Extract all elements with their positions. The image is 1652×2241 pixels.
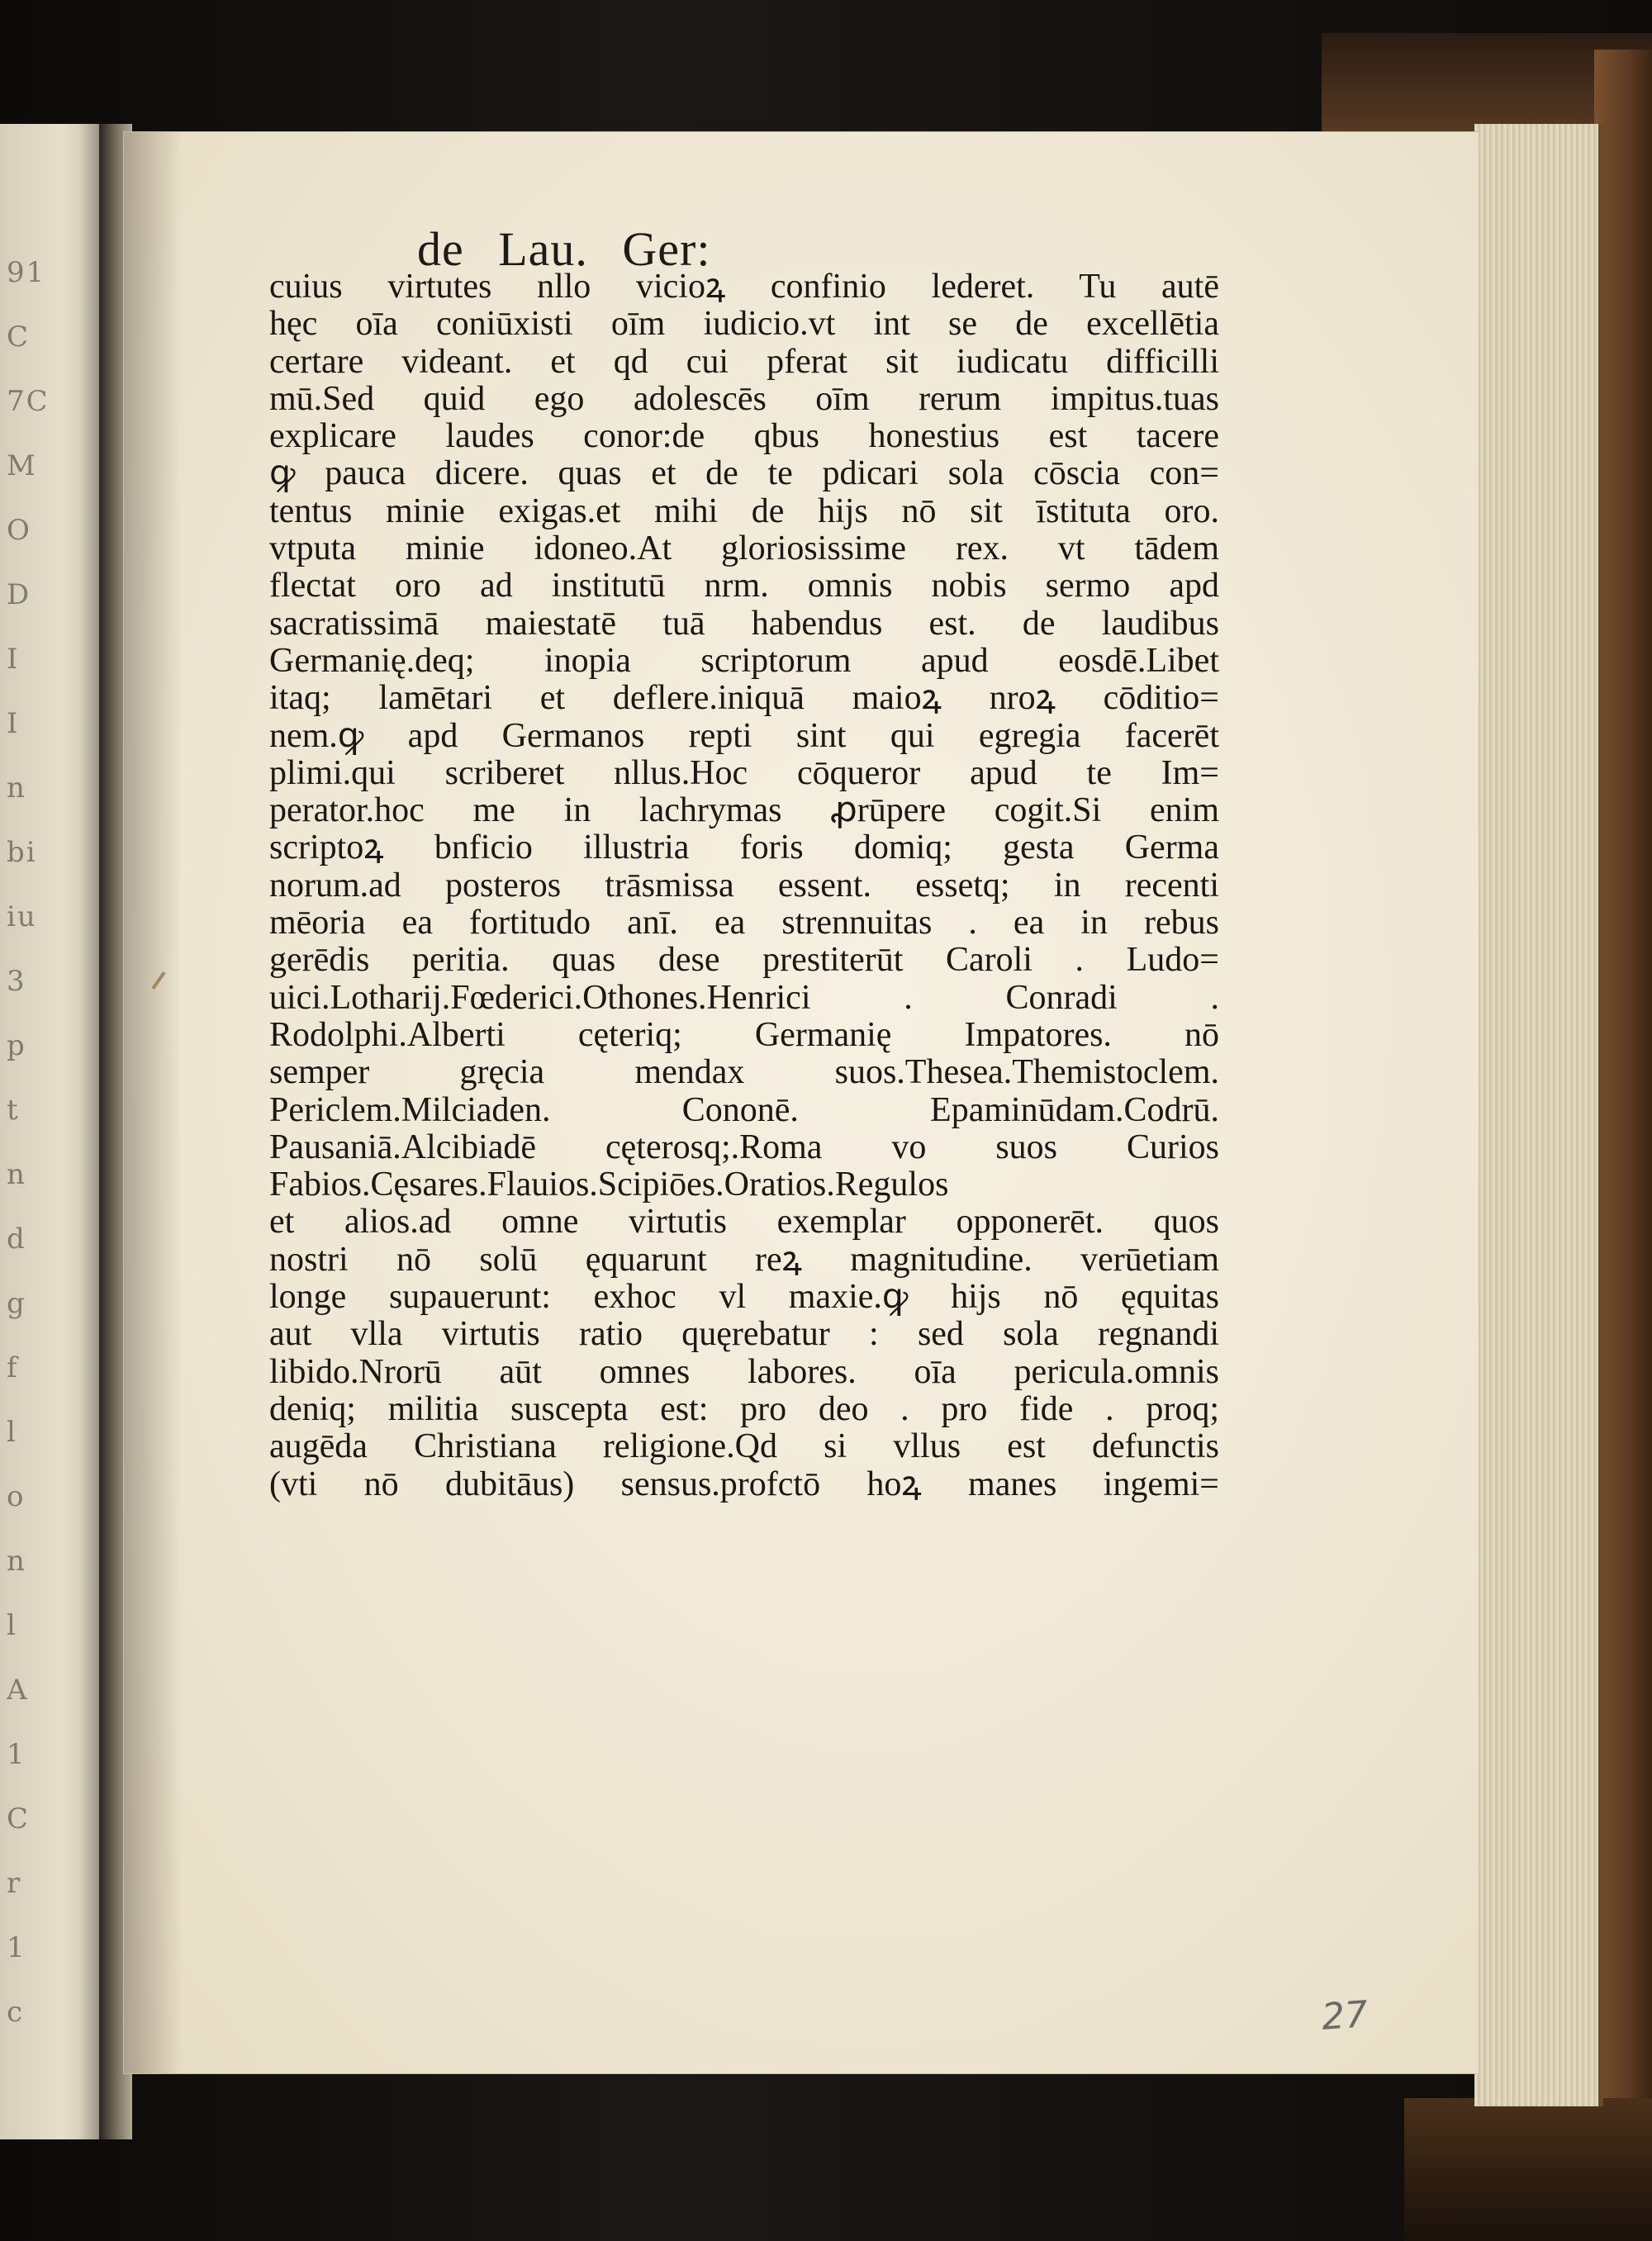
- text-line: norum.ad posteros trāsmissa essent. essetq; in recenti: [269, 866, 1219, 904]
- text-line: hęc oīa coniūxisti oīm iudicio.vt int se de excellētia: [269, 306, 1219, 344]
- left-page-fragment: o: [7, 1480, 26, 1513]
- left-page-fragment: n: [7, 1158, 26, 1191]
- left-page-fragment: D: [7, 578, 31, 611]
- left-page-fragment: I: [7, 707, 20, 740]
- text-line: mū.Sed quid ego adolescēs oīm rerum impitus.tuas: [269, 380, 1219, 418]
- text-line: Pausaniā.Alcibiadē cęterosq;.Roma vo suos Curios: [269, 1128, 1219, 1166]
- text-block: [269, 268, 1219, 1503]
- text-line: ꝙ pauca dicere. quas et de te pdicari sola cōscia con=: [269, 455, 1219, 493]
- left-page-fragment: M: [7, 449, 37, 482]
- text-line: perator.hoc me in lachrymas ꝓrūpere cogit.Si enim: [269, 792, 1219, 830]
- text-line: Fabios.Cęsares.Flauios.Scipiōes.Oratios.Regulos: [269, 1166, 949, 1204]
- text-line: tentus minie exigas.et mihi de hijs nō sit īstituta oro.: [269, 492, 1219, 530]
- text-line: mēoria ea fortitudo anī. ea strennuitas . ea in rebus: [269, 904, 1219, 942]
- left-page-fragment: n: [7, 1545, 26, 1578]
- binding-bottom: [1404, 2098, 1652, 2241]
- text-line: (vti nō dubitāus) sensus.profctō hoꝝ manes ingemi=: [269, 1465, 1219, 1503]
- text-line: et alios.ad omne virtutis exemplar opponerēt. quos: [269, 1204, 1219, 1242]
- left-page-edge: [0, 124, 112, 2139]
- left-page-fragment: 7C: [7, 385, 50, 418]
- text-line: semper gręcia mendax suos.Thesea.Themistoclem.: [269, 1054, 1219, 1092]
- text-line: uici.Lotharij.Fœderici.Othones.Henrici . Conradi .: [269, 979, 1219, 1017]
- left-page-fragment: I: [7, 643, 20, 676]
- left-page-fragment: d: [7, 1223, 26, 1256]
- text-line: Germanię.deq; inopia scriptorum apud eosdē.Libet: [269, 642, 1219, 680]
- text-line: Periclem.Milciaden. Cononē. Epaminūdam.Codrū.: [269, 1091, 1219, 1129]
- left-page-fragment: A: [7, 1674, 29, 1707]
- text-line: Rodolphi.Alberti cęteriq; Germanię Impatores. nō: [269, 1016, 1219, 1054]
- text-line: augēda Christiana religione.Qd si vllus est defunctis: [269, 1428, 1219, 1466]
- left-page-fragment: l: [7, 1609, 17, 1642]
- text-line: itaq; lamētari et deflere.iniquā maioꝝ nroꝝ cōditio=: [269, 680, 1219, 718]
- left-page-fragment: iu: [7, 900, 37, 933]
- text-line: flectat oro ad institutū nrm. omnis nobis sermo apd: [269, 567, 1219, 605]
- left-page-fragment: C: [7, 320, 31, 354]
- left-page-fragment: c: [7, 1996, 25, 2029]
- left-page-fragment: n: [7, 772, 26, 805]
- text-line: aut vlla virtutis ratio quęrebatur : sed sola regnandi: [269, 1316, 1219, 1354]
- left-page-fragment: 1: [7, 1931, 26, 1964]
- text-line: explicare laudes conor:de qbus honestius est tacere: [269, 418, 1219, 456]
- left-page-fragment: l: [7, 1416, 17, 1449]
- page-block-edges: [1474, 124, 1603, 2106]
- text-line: longe supauerunt: exhoc vl maxie.ꝙ hijs nō ęquitas: [269, 1279, 1219, 1317]
- text-line: libido.Nrorū aūt omnes labores. oīa pericula.omnis: [269, 1353, 1219, 1391]
- text-line: gerēdis peritia. quas dese prestiterūt Caroli . Ludo=: [269, 942, 1219, 980]
- left-page-fragment: 1: [7, 1738, 26, 1771]
- left-page-fragment: 91: [7, 256, 46, 289]
- left-page-fragment: bi: [7, 836, 37, 869]
- text-line: scriptoꝝ bnficio illustria foris domiq; gesta Germa: [269, 829, 1219, 867]
- left-page-fragment: f: [7, 1351, 19, 1384]
- left-page-fragment: 3: [7, 965, 26, 998]
- text-line: cuius virtutes nllo vicioꝝ confinio lederet. Tu autē: [269, 268, 1219, 306]
- text-line: certare videant. et qd cui pferat sit iudicatu difficilli: [269, 343, 1219, 381]
- text-line: vtputa minie idoneo.At gloriosissime rex. vt tādem: [269, 530, 1219, 568]
- text-line: sacratissimā maiestatē tuā habendus est. de laudibus: [269, 605, 1219, 643]
- left-page-fragment: p: [7, 1029, 26, 1062]
- folio-number: 27: [1320, 1993, 1370, 2039]
- text-line: nem.ꝙ apd Germanos repti sint qui egregia facerēt: [269, 717, 1219, 755]
- left-page-fragment: g: [7, 1287, 26, 1320]
- left-page-fragment: t: [7, 1094, 20, 1127]
- text-line: plimi.qui scriberet nllus.Hoc cōqueror apud te Im=: [269, 754, 1219, 792]
- left-page-fragment: O: [7, 514, 31, 547]
- text-line: deniq; militia suscepta est: pro deo . pro fide . proq;: [269, 1390, 1219, 1428]
- left-page-fragment: C: [7, 1802, 31, 1835]
- left-page-fragment: r: [7, 1867, 22, 1900]
- text-line: nostri nō solū ęquarunt reꝝ magnitudine. verūetiam: [269, 1241, 1219, 1279]
- running-head: de Lau. Ger:: [417, 222, 711, 276]
